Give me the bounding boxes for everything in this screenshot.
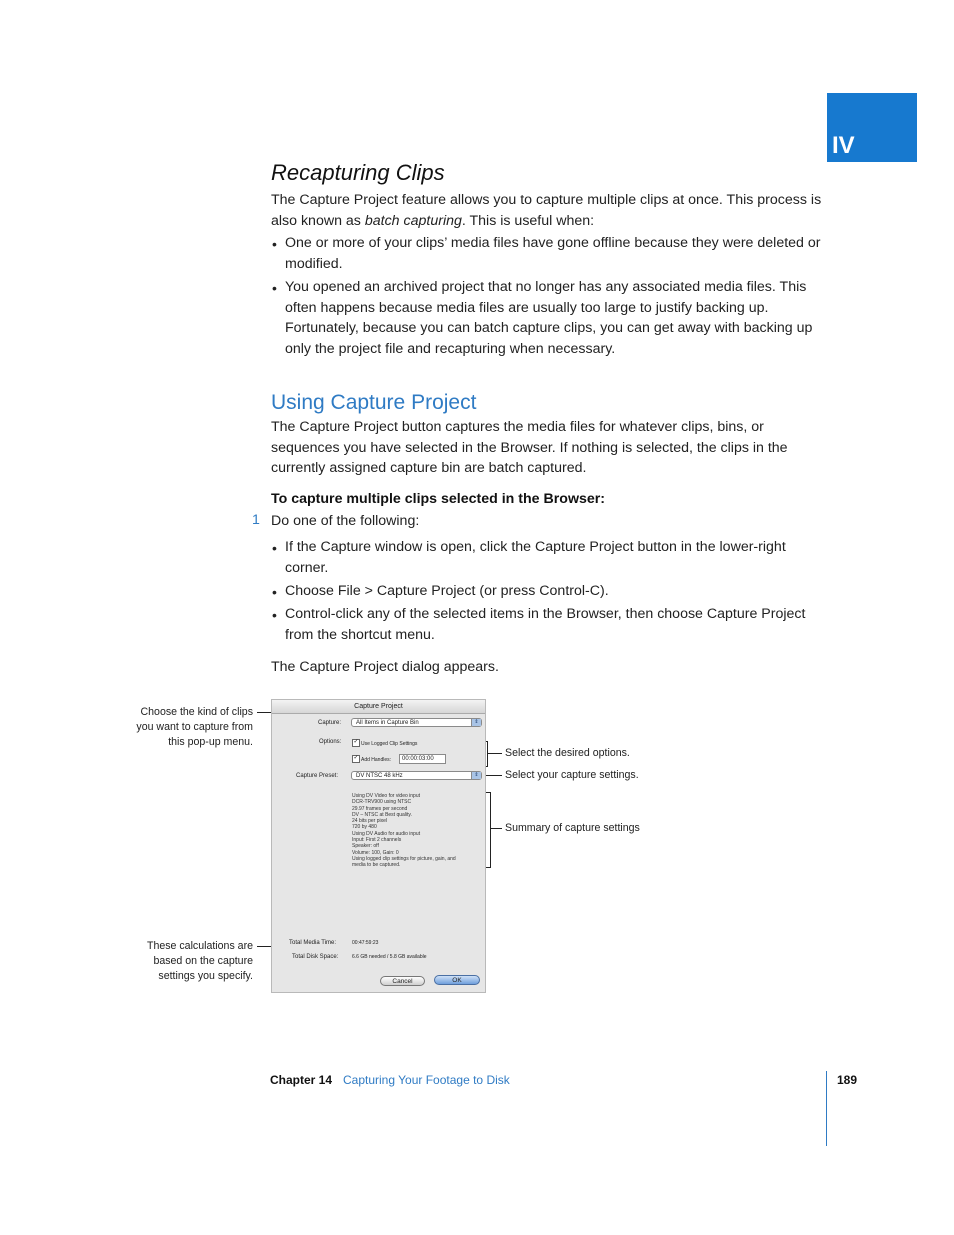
- list-item: One or more of your clips’ media files have gone offline because they were deleted or modified.: [285, 235, 821, 272]
- list-item: Choose File > Capture Project (or press Control-C).: [285, 583, 609, 599]
- callout-line: These calculations are: [147, 940, 253, 952]
- intro-line-1: The Capture Project feature allows you to capture multiple clips at once. This process is: [271, 192, 822, 208]
- summary-line: 24 bits per pixel: [352, 818, 388, 825]
- intro-text-a: also known as: [271, 212, 365, 229]
- bracket: [490, 792, 491, 868]
- leader-line: [488, 753, 502, 754]
- result-text: The Capture Project dialog appears.: [271, 659, 499, 675]
- bullet-marker: •: [272, 540, 277, 556]
- step-number: 1: [252, 512, 260, 528]
- use-logged-checkbox[interactable]: ✓: [353, 739, 359, 745]
- footer-chapter-title[interactable]: Capturing Your Footage to Disk: [343, 1073, 510, 1087]
- bullet-marker: •: [272, 236, 277, 252]
- popup-arrows-icon: ⇕: [471, 772, 481, 779]
- callout-line: you want to capture from: [136, 721, 253, 733]
- task-heading: To capture multiple clips selected in the Browser:: [271, 491, 606, 507]
- list-item: If the Capture window is open, click the Capture Project button in the lower-right corner.: [285, 539, 786, 576]
- callout-capture-popup: [112, 705, 253, 750]
- preset-popup-value: DV NTSC 48 kHz: [356, 773, 403, 779]
- intro-line-2: [271, 211, 826, 232]
- summary-line: 29.97 frames per second: [352, 805, 408, 812]
- footer-chapter: Chapter 14: [270, 1073, 333, 1087]
- summary-line: Volume: 100, Gain: 0: [352, 849, 399, 856]
- section-title-recapturing: Recapturing Clips: [271, 160, 445, 185]
- section-title-using-capture-project: Using Capture Project: [271, 391, 477, 414]
- part-tab-label: IV: [832, 132, 855, 159]
- list-item: Control-click any of the selected items in the Browser, then choose Capture Project from the shortcut menu.: [285, 606, 806, 643]
- popup-arrows-icon: ⇕: [471, 719, 481, 726]
- capture-label: Capture:: [318, 720, 342, 726]
- intro-term: batch capturing: [364, 212, 462, 229]
- summary-line: Using DV Video for video input: [352, 793, 421, 799]
- cancel-button[interactable]: Cancel: [380, 976, 425, 986]
- footer-divider: [826, 1071, 827, 1146]
- use-logged-label: Use Logged Clip Settings: [361, 741, 418, 747]
- callout-line: Choose the kind of clips: [140, 706, 253, 718]
- capture-project-intro: The Capture Project button captures the media files for whatever clips, bins, or sequences you have selected in the Browser. If nothing is selected, the clips in the currently assigned capture bin are batch captured.: [271, 419, 788, 477]
- bullet-marker: •: [272, 584, 277, 600]
- summary-line: 720 by 480: [352, 824, 377, 831]
- add-handles-checkbox[interactable]: ✓: [353, 755, 359, 761]
- total-media-value: 00:47:59:23: [352, 940, 379, 946]
- capture-popup-value: All Items in Capture Bin: [356, 720, 419, 726]
- list-item: You opened an archived project that no longer has any associated media files. This often happens because media files are usually too large to justify backing up. Fortunately, because you can batch capture clips, you can get away with backing up only the project file and recapturing when necessary.: [285, 279, 813, 357]
- bullet-marker: •: [272, 280, 277, 296]
- ok-button[interactable]: OK: [434, 975, 480, 985]
- part-tab: [827, 93, 917, 162]
- summary-line: Using logged clip settings for picture, gain, and: [352, 855, 456, 862]
- intro-text-c: . This is useful when:: [461, 212, 595, 229]
- options-label: Options:: [319, 739, 342, 745]
- summary-line: media to be captured.: [352, 862, 401, 869]
- summary-line: DV – NTSC at Best quality.: [352, 811, 412, 818]
- summary-line: Input: First 2 channels: [352, 837, 402, 844]
- callout-line: this pop-up menu.: [168, 736, 253, 748]
- summary-line: DCR-TRV900 using NTSC: [352, 799, 412, 806]
- handles-field[interactable]: 00:00:03:00: [399, 754, 446, 764]
- intro-paragraph: [271, 190, 826, 231]
- page-number: 189: [837, 1073, 858, 1087]
- callout-options: Select the desired options.: [505, 747, 630, 759]
- summary-line: Speaker: off: [352, 843, 379, 850]
- total-media-label: Total Media Time:: [289, 940, 337, 946]
- dialog-title: Capture Project: [272, 700, 485, 714]
- total-disk-value: 6.6 GB needed / 5.8 GB available: [352, 954, 427, 960]
- callout-line: settings you specify.: [158, 970, 253, 982]
- total-disk-label: Total Disk Space:: [292, 954, 339, 960]
- callout-calculations: [112, 939, 253, 984]
- add-handles-label: Add Handles:: [361, 757, 392, 763]
- callout-line: based on the capture: [153, 955, 253, 967]
- preset-popup[interactable]: [351, 771, 482, 780]
- step-text: Do one of the following:: [271, 513, 420, 529]
- callout-preset: Select your capture settings.: [505, 769, 639, 781]
- settings-summary: [352, 793, 456, 869]
- capture-popup[interactable]: [351, 718, 482, 727]
- bracket: [487, 741, 488, 767]
- capture-project-dialog: [271, 699, 486, 993]
- bullet-marker: •: [272, 607, 277, 623]
- preset-label: Capture Preset:: [296, 773, 339, 779]
- leader-line: [491, 828, 502, 829]
- summary-line: Using DV Audio for audio input: [352, 830, 421, 837]
- callout-summary: Summary of capture settings: [505, 822, 640, 834]
